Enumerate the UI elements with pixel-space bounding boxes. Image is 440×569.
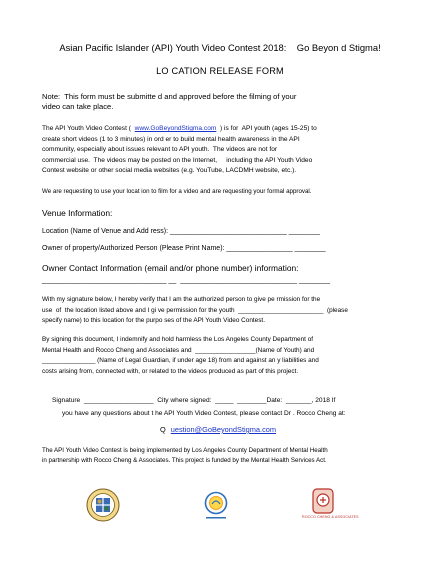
email-prefix: Q bbox=[160, 425, 166, 434]
rocco-cheng-label: ROCCO CHENG & ASSOCIATES bbox=[302, 515, 359, 519]
indemnify-line-1: By signing this document, I indemnify and hold harmless the Los Angeles County Department of bbox=[42, 336, 314, 343]
intro-line-4: commercial use. The videos may be posted on the Internet, including the API Youth Video bbox=[42, 156, 313, 164]
indemnify-line-2: Mental Health and Rocco Cheng and Associates and _________________(Name of Youth) and bbox=[42, 346, 315, 354]
intro-text-b: ) is for API youth (ages 15-25) to bbox=[216, 125, 317, 132]
page-title: Asian Pacific Islander (API) Youth Video Contest 2018: Go Beyon d Stigma! bbox=[59, 42, 381, 53]
mhsa-logo bbox=[200, 490, 232, 522]
permission-line-2: use of the location listed above and I gi ve permission for the youth ________________________ (please bbox=[42, 306, 348, 314]
form-title: LO CATION RELEASE FORM bbox=[156, 66, 284, 76]
email-line bbox=[160, 425, 276, 434]
footer-line-2: in partnership with Rocco Cheng & Associates. This project is funded by the Mental Health Services Act. bbox=[42, 457, 327, 464]
permission-line-3: specify name) to this location for the purpo ses of the API Youth Video Contest. bbox=[42, 317, 265, 324]
note-line-2: video can take place. bbox=[42, 102, 114, 111]
la-county-seal-logo bbox=[86, 488, 120, 522]
permission-line-1: With my signature below, I hereby verify that I am the authorized person to give pe rmission for the bbox=[42, 296, 321, 303]
request-line: We are requesting to use your locat ion to film for a video and are requesting your formal approval. bbox=[42, 188, 312, 195]
intro-text-a: The API Youth Video Contest ( bbox=[42, 125, 135, 132]
rocco-cheng-logo bbox=[312, 488, 334, 514]
contact-heading: Owner Contact Information (email and/or phone number) information: bbox=[42, 263, 299, 273]
website-link[interactable]: www.GoBeyondStigma.com bbox=[134, 125, 217, 132]
intro-line-2: create short videos (1 to 3 minutes) in ord er to build mental health awareness in the API bbox=[42, 135, 300, 143]
intro-line-5: Contest website or other social media websites (e.g. YouTube, LACDMH website, etc.). bbox=[42, 167, 297, 174]
note-line-1: Note: This form must be submitte d and approved before the filming of your bbox=[42, 92, 297, 101]
questions-line: you have any questions about t he API Youth Video Contest, please contact Dr . Rocco Cheng at: bbox=[62, 410, 346, 417]
contact-field[interactable]: ________________________________ __ ______________________________ ________ bbox=[42, 277, 331, 284]
email-link[interactable]: uestion@GoBeyondStigma.com bbox=[170, 425, 277, 434]
indemnify-line-4: costs arising from, connected with, or related to the videos produced as part of this project. bbox=[42, 367, 299, 375]
intro-line-3: community, especially about issues relevant to API youth. The videos are not for bbox=[42, 146, 278, 153]
venue-owner-field[interactable]: Owner of property/Authorized Person (Please Print Name): _________________ ________ bbox=[42, 245, 326, 252]
signature-line[interactable]: Signature ___________________ City where signed: _____ ________Date: _______, 2018 If bbox=[52, 397, 336, 404]
venue-heading: Venue Information: bbox=[42, 208, 113, 218]
intro-line-1 bbox=[42, 124, 317, 134]
venue-location-field[interactable]: Location (Name of Venue and Add ress): ______________________________ ________ bbox=[42, 228, 320, 235]
indemnify-line-3: _______________ (Name of Legal Guardian, if under age 18) from and against an y liabilities and bbox=[42, 357, 319, 364]
footer-line-1: The API Youth Video Contest is being implemented by Los Angeles County Department of Mental Health bbox=[42, 447, 328, 454]
